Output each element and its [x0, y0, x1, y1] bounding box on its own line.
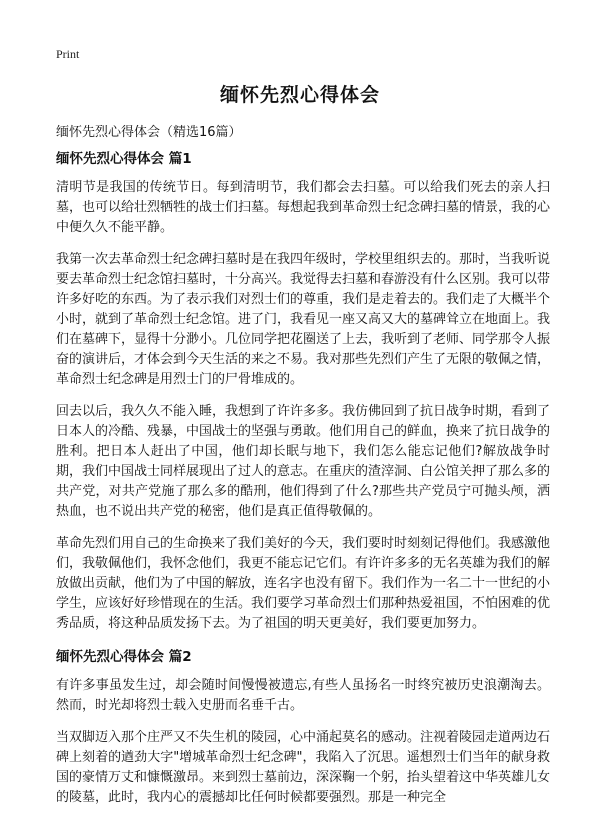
paragraph: 回去以后，我久久不能入睡，我想到了许许多多。我仿佛回到了抗日战争时期，看到了日本人的冷酷、残暴，中国战士的坚强与勇敢。他们用自己的鲜血，换来了抗日战争的胜利。把日本人赶出了中国，他们却长眠与地下，我们怎么能忘记他们?解放战争时期，我们中国战士同样展现出了过人的意志。在重庆的渣滓洞、白公馆关押了那么多的共产党，对共产党施了那么多的酷刑，他们得到了什么?那些共产党员宁可抛头颅，洒热血，也不说出共产党的秘密，他们是真正值得敬佩的。 — [56, 404, 551, 519]
print-link[interactable]: Print — [56, 47, 80, 61]
paragraph: 清明节是我国的传统节日。每到清明节，我们都会去扫墓。可以给我们死去的亲人扫墓，也可以给壮烈牺牲的战士们扫墓。每想起我到革命烈士纪念碑扫墓的情景，我的心中便久久不能平静。 — [56, 180, 551, 235]
page-title: 缅怀先烈心得体会 — [219, 84, 380, 106]
paragraph: 有许多事虽发生过，却会随时间慢慢被遗忘,有些人虽扬名一时终究被历史浪潮淘去。然而，时光却将烈士载入史册而名垂千古。 — [56, 678, 550, 713]
section-heading: 缅怀先烈心得体会 篇1 — [56, 151, 192, 167]
section-1 — [56, 150, 550, 634]
section-2 — [56, 648, 550, 808]
document-subtitle: 缅怀先烈心得体会（精选16篇） — [56, 125, 242, 140]
document-body — [56, 150, 550, 820]
paragraph: 我第一次去革命烈士纪念碑扫墓时是在我四年级时，学校里组织去的。那时，当我听说要去革命烈士纪念馆扫墓时，十分高兴。我觉得去扫墓和春游没有什么区别。我可以带许多好吃的东西。为了表示我们对烈士们的尊重，我们是走着去的。我们走了大概半个小时，就到了革命烈士纪念馆。进了门，我看见一座又高又大的墓碑耸立在地面上。我们在墓碑下，显得十分渺小。几位同学把花圈送了上去，我听到了老师、同学那令人振奋的演讲后，才体会到今天生活的来之不易。我对那些先烈们产生了无限的敬佩之情，革命烈士纪念碑是用烈士门的尸骨堆成的。 — [56, 252, 551, 387]
section-heading: 缅怀先烈心得体会 篇2 — [56, 649, 192, 665]
paragraph: 革命先烈们用自己的生命换来了我们美好的今天，我们要时时刻刻记得他们。我感激他们，我敬佩他们，我怀念他们，我更不能忘记它们。有许许多多的无名英雄为我们的解放做出贡献，他们为了中国的解放，连名字也没有留下。我们作为一名二十一世纪的小学生，应该好好珍惜现在的生活。我们要学习革命烈士们那种热爱祖国，不怕困难的优秀品质，将这种品质发扬下去。为了祖国的明天更美好，我们要更加努力。 — [56, 536, 551, 631]
paragraph: 当双脚迈入那个庄严又不失生机的陵园，心中涌起莫名的感动。注视着陵园走道两边石碑上刻着的遒劲大字"增城革命烈士纪念碑"，我陷入了沉思。遥想烈士们当年的献身救国的豪情万丈和慷慨激昂。来到烈士墓前边，深深鞠一个躬，抬头望着这中华英雄儿女的陵墓，此时，我内心的震撼却比任何时候都要强烈。那是一种完全 — [56, 730, 551, 805]
